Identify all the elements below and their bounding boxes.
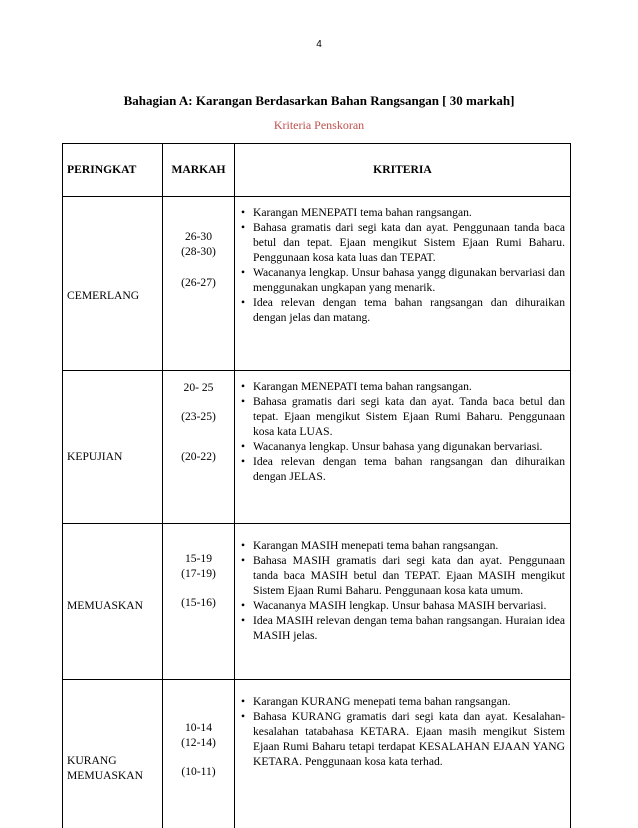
- marks-range: 20- 25: [163, 380, 234, 395]
- marks-lower: (10-11): [163, 764, 234, 779]
- criteria-list: [235, 538, 570, 643]
- criteria-item: • Wacananya lengkap. Unsur bahasa yangg digunakan bervariasi dan menggunakan ungkapan yang menarik.: [253, 265, 565, 295]
- marks-range: 10-14: [163, 720, 234, 735]
- table-row: [63, 680, 571, 828]
- criteria-item: • Bahasa gramatis dari segi kata dan ayat. Tanda baca betul dan tepat. Ejaan mengikut Sistem Ejaan Rumi Baharu. Penggunaan kosa kata LUAS.: [253, 394, 565, 439]
- marks-range: 15-19: [163, 551, 234, 566]
- header-markah: MARKAH: [163, 144, 235, 197]
- marks-upper: (23-25): [163, 409, 234, 424]
- criteria-item: • Wacananya MASIH lengkap. Unsur bahasa MASIH bervariasi.: [253, 598, 565, 613]
- marks-upper: (17-19): [163, 566, 234, 581]
- marks-range: 26-30: [163, 229, 234, 244]
- table-header-row: [63, 144, 571, 197]
- marks-cell: [163, 524, 235, 680]
- grade-cell: CEMERLANG: [63, 197, 163, 371]
- grade-cell: KURANG MEMUASKAN: [63, 680, 163, 828]
- criteria-item: • Bahasa MASIH gramatis dari segi kata dan ayat. Penggunaan tanda baca MASIH betul dan TEPAT. Ejaan MASIH mengikut Sistem Ejaan Rumi Baharu. Penggunaan kosa kata umum.: [253, 553, 565, 598]
- header-kriteria: KRITERIA: [235, 144, 571, 197]
- marks-lower: (26-27): [163, 275, 234, 290]
- criteria-item: • Karangan KURANG menepati tema bahan rangsangan.: [253, 694, 565, 709]
- grade-cell: MEMUASKAN: [63, 524, 163, 680]
- criteria-list: [235, 205, 570, 326]
- criteria-item: • Karangan MENEPATI tema bahan rangsangan.: [253, 205, 565, 220]
- section-heading: Bahagian A: Karangan Berdasarkan Bahan Rangsangan [ 30 markah]: [0, 93, 638, 109]
- marks-upper: (12-14): [163, 735, 234, 750]
- criteria-cell: [235, 524, 571, 680]
- page-number: 4: [0, 39, 638, 50]
- criteria-item: • Idea relevan dengan tema bahan rangsangan dan dihuraikan dengan jelas dan matang.: [253, 295, 565, 325]
- marks-cell: [163, 371, 235, 524]
- criteria-item: • Wacananya lengkap. Unsur bahasa yang digunakan bervariasi.: [253, 439, 565, 454]
- grade-cell: KEPUJIAN: [63, 371, 163, 524]
- criteria-item: • Idea MASIH relevan dengan tema bahan rangsangan. Huraian idea MASIH jelas.: [253, 613, 565, 643]
- criteria-list: [235, 379, 570, 484]
- table-row: [63, 371, 571, 524]
- criteria-item: • Idea relevan dengan tema bahan rangsangan dan dihuraikan dengan JELAS.: [253, 454, 565, 484]
- criteria-item: • Karangan MASIH menepati tema bahan rangsangan.: [253, 538, 565, 553]
- table-row: [63, 197, 571, 371]
- criteria-item: • Karangan MENEPATI tema bahan rangsangan.: [253, 379, 565, 394]
- marks-upper: (28-30): [163, 244, 234, 259]
- marks-lower: (15-16): [163, 595, 234, 610]
- scoring-criteria-table: [62, 143, 571, 828]
- criteria-item: • Bahasa gramatis dari segi kata dan ayat. Penggunaan tanda baca betul dan tepat. Ejaan mengikut Sistem Ejaan Rumi Baharu. Penggunaan kosa kata luas dan TEPAT.: [253, 220, 565, 265]
- criteria-item: • Bahasa KURANG gramatis dari segi kata dan ayat. Kesalahan-kesalahan tatabahasa KETARA. Ejaan masih mengikut Sistem Ejaan Rumi Baharu tetapi terdapat KESALAHAN EJAAN YANG KETARA. Penggunaan kosa kata terhad.: [253, 709, 565, 769]
- table-row: [63, 524, 571, 680]
- criteria-cell: [235, 371, 571, 524]
- criteria-cell: [235, 680, 571, 828]
- marks-cell: [163, 680, 235, 828]
- marks-lower: (20-22): [163, 449, 234, 464]
- criteria-cell: [235, 197, 571, 371]
- criteria-list: [235, 694, 570, 769]
- marks-cell: [163, 197, 235, 371]
- section-subheading: Kriteria Penskoran: [0, 118, 638, 133]
- header-peringkat: PERINGKAT: [63, 144, 163, 197]
